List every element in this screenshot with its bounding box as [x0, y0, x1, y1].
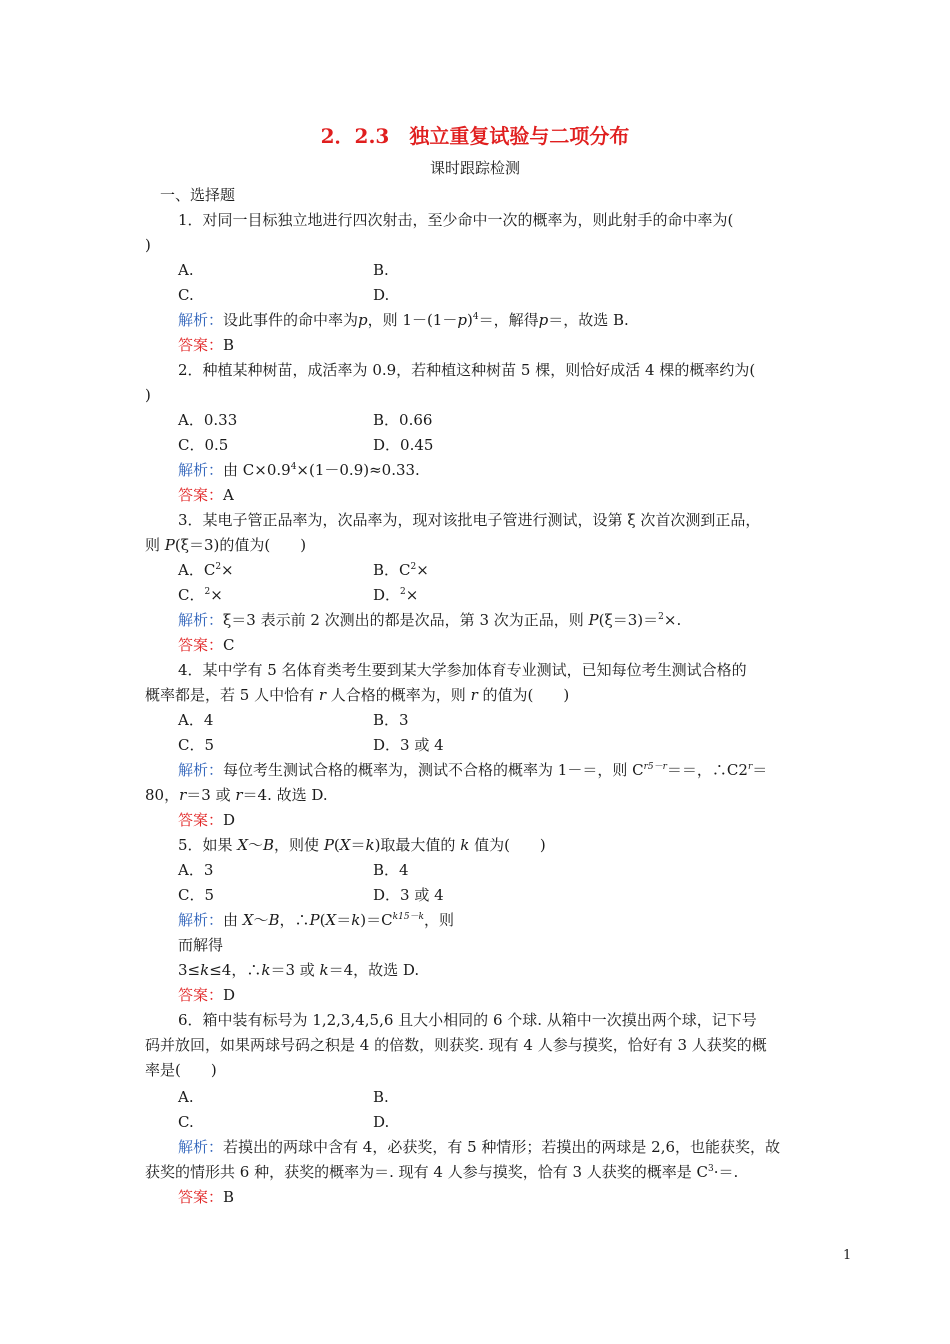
q1-analysis: 解析：设此事件的命中率为p，则 $1-(1-p)^4=$，解得p＝，故选 B. — [178, 311, 629, 329]
q5-option-d: D．3 或 4 — [373, 886, 444, 904]
q6-stem-line2: 码并放回，如果两球号码之积是 4 的倍数，则获奖. 现有 4 人参与摸奖，恰好有 3 人获奖的概 — [145, 1036, 767, 1054]
q3-answer: 答案：C — [178, 636, 235, 654]
q5-option-a: A．3 — [178, 861, 214, 879]
q4-option-b: B．3 — [373, 711, 409, 729]
q1-stem-line1: 1．对同一目标独立地进行四次射击，至少命中一次的概率为，则此射手的命中率为( — [178, 211, 734, 229]
q5-option-b: B．4 — [373, 861, 409, 879]
q2-stem-line1: 2．种植某种树苗，成活率为 0.9，若种植这种树苗 5 棵，则恰好成活 4 棵的概率约为( — [178, 361, 756, 379]
q1-option-d: D. — [373, 286, 390, 304]
page-number: 1 — [843, 1248, 852, 1263]
q6-stem-line3: 率是( ) — [145, 1061, 217, 1079]
q6-option-a: A. — [178, 1088, 194, 1106]
q3-option-d: D．$^2$× — [373, 586, 419, 604]
q5-analysis-line2: 而解得 — [178, 936, 224, 954]
q6-analysis-line1: 解析：若摸出的两球中含有 4，必获奖，有 5 种情形；若摸出的两球是 2,6，也能获奖，故 — [178, 1138, 781, 1156]
q5-analysis-line3: 3≤k≤4，∴k＝3 或 k＝4，故选 D. — [178, 961, 420, 979]
q5-option-c: C．5 — [178, 886, 215, 904]
q6-option-d: D. — [373, 1113, 390, 1131]
q5-analysis-line1: 解析：由 X～B，$\therefore P(X=k)=C^{k15-k}$，则 — [178, 911, 455, 929]
q3-stem-line2: 则 P(ξ＝3)的值为( ) — [145, 536, 307, 554]
q4-analysis-line1: 解析：每位考生测试合格的概率为，测试不合格的概率为 1－＝，则 $C^{r5-r}==$，$\therefore C2^r=$ — [178, 761, 768, 779]
q2-stem-line2: ) — [145, 386, 151, 404]
q2-answer: 答案：A — [178, 486, 234, 504]
q4-stem-line1: 4．某中学有 5 名体育类考生要到某大学参加体育专业测试，已知每位考生测试合格的 — [178, 661, 747, 679]
q1-stem-line2: ) — [145, 236, 151, 254]
page-title: 2．2.3 独立重复试验与二项分布 — [320, 124, 630, 148]
q3-stem-line1: 3．某电子管正品率为，次品率为，现对该批电子管进行测试，设第 ξ 次首次测到正品， — [178, 511, 761, 529]
q6-analysis-line2: 获奖的情形共 6 种，获奖的概率为＝. 现有 4 人参与摸奖，恰有 3 人获奖的概率是 $C^3\cdot=$. — [145, 1163, 739, 1181]
q4-stem-line2: 概率都是，若 5 人中恰有 r 人合格的概率为，则 r 的值为( ) — [145, 686, 570, 704]
q2-option-a: A．0.33 — [178, 411, 238, 429]
q1-option-a: A. — [178, 261, 194, 279]
q1-answer: 答案：B — [178, 336, 235, 354]
page-subtitle: 课时跟踪检测 — [429, 159, 520, 177]
q2-analysis: 解析：由 $C\times 0.9^4\times(1-0.9)\approx 0.33$. — [178, 461, 420, 479]
q4-answer: 答案：D — [178, 811, 236, 829]
q4-option-d: D．3 或 4 — [373, 736, 444, 754]
q5-answer: 答案：D — [178, 986, 236, 1004]
q5-stem: 5．如果 X～B，则使 P(X＝k)取最大值的 k 值为( ) — [178, 836, 546, 854]
q4-option-a: A．4 — [178, 711, 214, 729]
q4-option-c: C．5 — [178, 736, 215, 754]
q1-option-c: C. — [178, 286, 194, 304]
q2-option-d: D．0.45 — [373, 436, 434, 454]
q3-option-a: A．$C^2\times$ — [178, 561, 234, 579]
q4-analysis-line2: 80，r＝3 或 r＝4. 故选 D. — [145, 786, 328, 804]
q3-analysis: 解析：ξ＝3 表示前 2 次测出的都是次品，第 3 次为正品，则 P(ξ＝3)＝$^2$×. — [178, 611, 682, 629]
q6-option-c: C. — [178, 1113, 194, 1131]
q6-option-b: B. — [373, 1088, 389, 1106]
q2-option-b: B．0.66 — [373, 411, 433, 429]
q3-option-c: C．$^2$× — [178, 586, 223, 604]
q6-stem-line1: 6．箱中装有标号为 1,2,3,4,5,6 且大小相同的 6 个球. 从箱中一次摸出两个球，记下号 — [178, 1011, 757, 1029]
answer-label: 答案： — [178, 336, 224, 354]
q2-option-c: C．0.5 — [178, 436, 229, 454]
section-heading: 一、选择题 — [160, 186, 236, 204]
q1-option-b: B. — [373, 261, 389, 279]
analysis-label: 解析： — [178, 311, 224, 329]
q3-option-b: B．$C^2\times$ — [373, 561, 429, 579]
q6-answer: 答案：B — [178, 1188, 235, 1206]
